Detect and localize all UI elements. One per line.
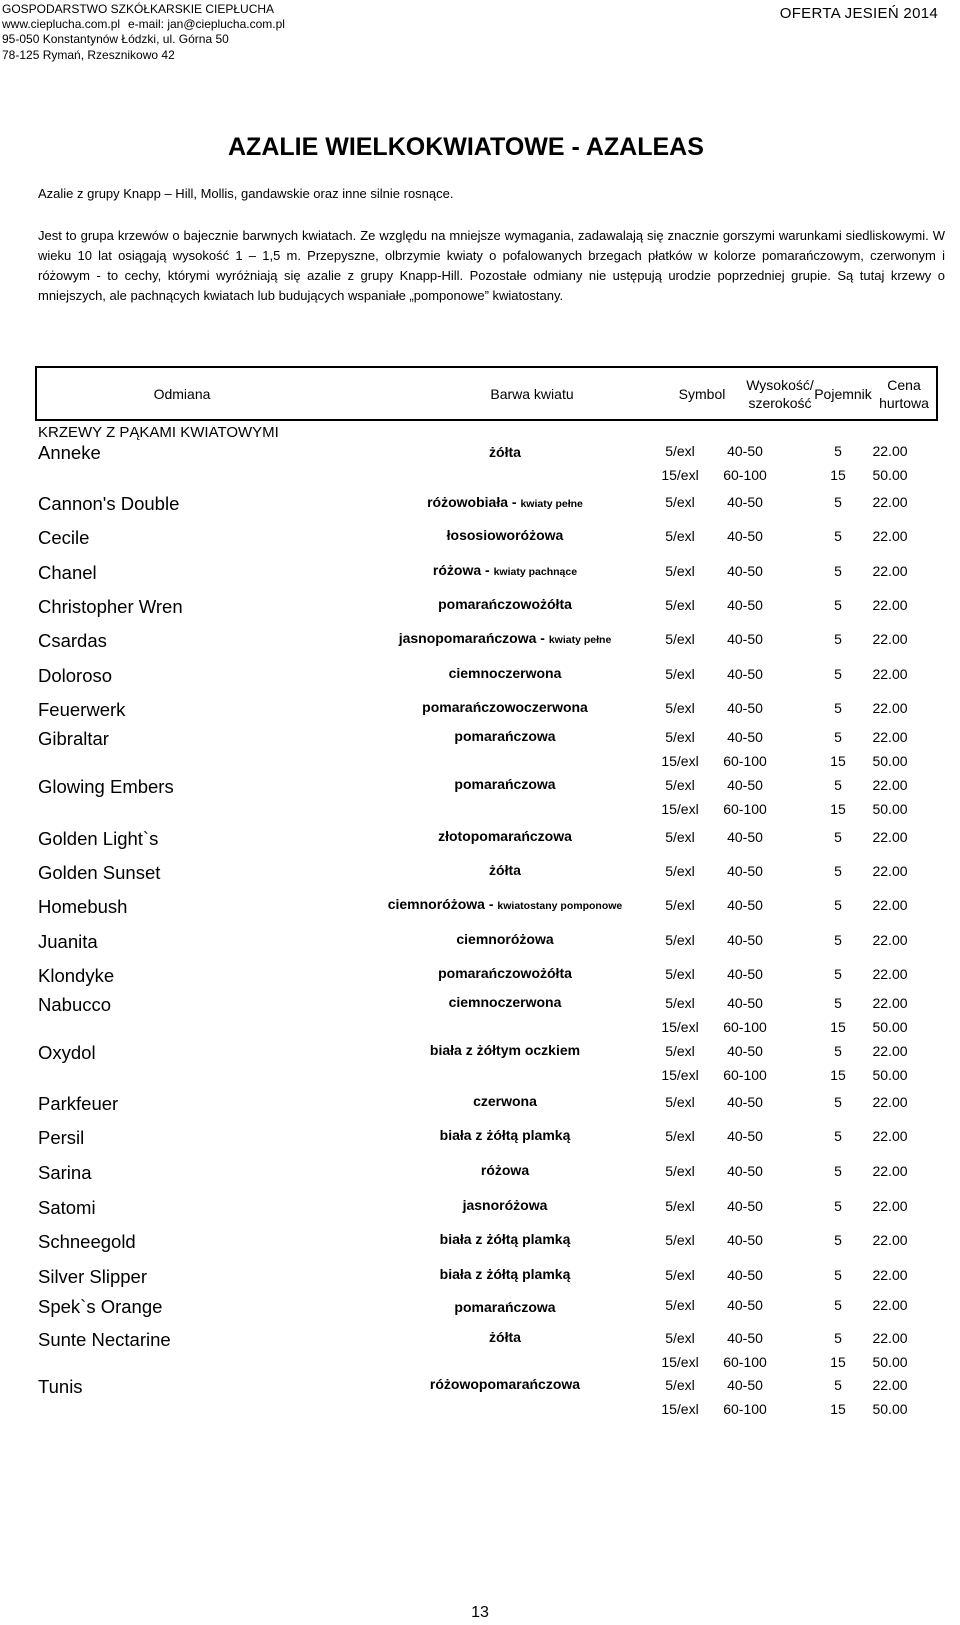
offer-height: 40-50	[727, 1163, 763, 1179]
variety-name: Golden Sunset	[38, 862, 161, 883]
offer-height: 60-100	[723, 1354, 767, 1370]
offer-symbol: 5/exl	[665, 897, 695, 913]
offer-price: 22.00	[872, 1377, 908, 1393]
offer-price: 22.00	[872, 1267, 908, 1283]
offer-price: 50.00	[872, 1019, 908, 1035]
offer-symbol: 5/exl	[665, 995, 695, 1011]
variety-name: Csardas	[38, 630, 107, 651]
flower-color: biała z żółtą plamką	[439, 1266, 571, 1282]
variety-name: Golden Light`s	[38, 828, 159, 849]
variety-name: Homebush	[38, 896, 128, 917]
offer-pot: 15	[830, 1019, 846, 1035]
offer-height: 60-100	[723, 1019, 767, 1035]
subtitle: Azalie z grupy Knapp – Hill, Mollis, gandawskie oraz inne silnie rosnące.	[38, 186, 454, 201]
offer-symbol: 5/exl	[665, 777, 695, 793]
company-name: GOSPODARSTWO SZKÓŁKARSKIE CIEPŁUCHA	[2, 2, 275, 16]
offer-price: 22.00	[872, 995, 908, 1011]
variety-name: Oxydol	[38, 1042, 96, 1063]
flower-color: żółta	[489, 1329, 521, 1345]
flower-color: ciemnoczerwona	[448, 994, 562, 1010]
offer-pot: 5	[834, 966, 842, 982]
offer-symbol: 5/exl	[665, 563, 695, 579]
offer-price: 50.00	[872, 1067, 908, 1083]
flower-color: ciemnoróżowa	[456, 931, 554, 947]
offer-price: 22.00	[872, 777, 908, 793]
offer-symbol: 5/exl	[665, 932, 695, 948]
flower-color: biała z żółtą plamką	[439, 1127, 571, 1143]
offer-price: 22.00	[872, 1198, 908, 1214]
offer-height: 40-50	[727, 932, 763, 948]
offer-symbol: 15/exl	[661, 801, 699, 817]
flower-color: pomarańczowożółta	[438, 965, 572, 981]
offer-price: 22.00	[872, 1094, 908, 1110]
flower-note: kwiaty pełne	[520, 498, 583, 510]
offer-pot: 5	[834, 1267, 842, 1283]
offer-pot: 5	[834, 932, 842, 948]
variety-name: Spek`s Orange	[38, 1296, 163, 1317]
offer-symbol: 5/exl	[665, 1094, 695, 1110]
offer-pot: 5	[834, 528, 842, 544]
offer-height: 40-50	[727, 700, 763, 716]
variety-name: Glowing Embers	[38, 776, 174, 797]
flower-color: żółta	[489, 444, 521, 460]
offer-pot: 5	[834, 631, 842, 647]
offer-pot: 5	[834, 1043, 842, 1059]
page-number: 13	[471, 1604, 489, 1621]
flower-note: kwiaty pełne	[548, 634, 612, 646]
offer-pot: 5	[834, 1232, 842, 1248]
website-link[interactable]: www.cieplucha.com.pl	[2, 17, 121, 31]
offer-height: 60-100	[723, 1401, 767, 1417]
offer-pot: 5	[834, 666, 842, 682]
flower-color: jasnopomarańczowa - kwiaty pełne	[398, 630, 612, 646]
variety-name: Cannon's Double	[38, 493, 180, 514]
offer-price: 50.00	[872, 801, 908, 817]
offer-price: 50.00	[872, 753, 908, 769]
flower-color: pomarańczowa	[454, 728, 556, 744]
flower-color: pomarańczowa	[454, 1299, 556, 1315]
offer-height: 40-50	[727, 1094, 763, 1110]
flower-color: pomarańczowożółta	[438, 596, 572, 612]
offer-symbol: 5/exl	[665, 1377, 695, 1393]
offer-pot: 5	[834, 1128, 842, 1144]
variety-name: Doloroso	[38, 665, 113, 686]
variety-name: Persil	[38, 1127, 85, 1148]
offer-pot: 15	[830, 467, 846, 483]
variety-name: Satomi	[38, 1197, 96, 1218]
offer-height: 60-100	[723, 801, 767, 817]
offer-pot: 5	[834, 1163, 842, 1179]
offer-label: OFERTA JESIEŃ 2014	[779, 5, 938, 22]
offer-height: 40-50	[727, 494, 763, 510]
offer-symbol: 5/exl	[665, 863, 695, 879]
offer-symbol: 5/exl	[665, 1232, 695, 1248]
offer-pot: 5	[834, 777, 842, 793]
offer-height: 40-50	[727, 1330, 763, 1346]
offer-pot: 5	[834, 897, 842, 913]
variety-name: Schneegold	[38, 1231, 136, 1252]
offer-pot: 5	[834, 494, 842, 510]
flower-color: ciemnoczerwona	[448, 665, 562, 681]
offer-height: 40-50	[727, 829, 763, 845]
flower-color: biała z żółtym oczkiem	[429, 1042, 581, 1058]
flower-note: kwiatostany pomponowe	[497, 900, 623, 912]
offer-price: 22.00	[872, 1232, 908, 1248]
intro-paragraph: Jest to grupa krzewów o bajecznie barwnych kwiatach. Ze względu na mniejsze wymagania, zadawalają się znacznie gorszymi warunkami siedliskowymi. W wieku 10 lat osiągają wysokość 1 – 1,5 m. Przepyszne, olbrzymie kwiaty o pofalowanych brzegach płatków w kolorze pomarańczowym, czerwonym i różowym - to cechy, którymi wyróżniają się azalie z grupy Knapp-Hill. Pozostałe odmiany nie ustępują urodzie poprzedniej grupie. Są tutaj krzewy o mniejszych, ale pachnących kwiatach lub budujących wspaniałe „pomponowe” kwiatostany.	[38, 228, 945, 303]
variety-name: Tunis	[38, 1376, 83, 1397]
offer-pot: 5	[834, 1198, 842, 1214]
variety-name: Christopher Wren	[38, 596, 183, 617]
address-line-1: 95-050 Konstantynów Łódzki, ul. Górna 50	[2, 32, 229, 46]
col-price	[869, 376, 939, 412]
offer-price: 22.00	[872, 563, 908, 579]
offer-price: 22.00	[872, 897, 908, 913]
offer-pot: 5	[834, 995, 842, 1011]
offer-price: 50.00	[872, 467, 908, 483]
offer-height: 40-50	[727, 729, 763, 745]
offer-symbol: 15/exl	[661, 1354, 699, 1370]
offer-pot: 5	[834, 1297, 842, 1313]
offer-pot: 5	[834, 1377, 842, 1393]
offer-pot: 5	[834, 729, 842, 745]
offer-symbol: 15/exl	[661, 1067, 699, 1083]
variety-name: Gibraltar	[38, 728, 109, 749]
offer-pot: 15	[830, 1067, 846, 1083]
offer-pot: 5	[834, 563, 842, 579]
flower-color: złotopomarańczowa	[438, 828, 572, 844]
offer-height: 40-50	[727, 443, 763, 459]
email-link[interactable]: e-mail: jan@cieplucha.com.pl	[128, 17, 285, 31]
col-height-line2: szerokość	[748, 394, 812, 411]
offer-price: 22.00	[872, 1163, 908, 1179]
offer-pot: 15	[830, 753, 846, 769]
offer-symbol: 5/exl	[665, 1297, 695, 1313]
col-price-line2: hurtowa	[879, 394, 929, 411]
offer-price: 22.00	[872, 729, 908, 745]
col-height-line1: Wysokość/	[746, 376, 814, 393]
offer-pot: 5	[834, 1330, 842, 1346]
offer-pot: 5	[834, 863, 842, 879]
flower-color: różowa - kwiaty pachnące	[432, 562, 578, 578]
offer-pot: 5	[834, 1094, 842, 1110]
variety-name: Chanel	[38, 562, 97, 583]
offer-height: 40-50	[727, 563, 763, 579]
flower-color: różowobiała - kwiaty pełne	[427, 494, 583, 510]
variety-name: Anneke	[38, 442, 101, 463]
offer-price: 50.00	[872, 1401, 908, 1417]
offer-symbol: 5/exl	[665, 1043, 695, 1059]
offer-price: 22.00	[872, 443, 908, 459]
offer-price: 22.00	[872, 1330, 908, 1346]
offer-height: 40-50	[727, 597, 763, 613]
offer-price: 22.00	[872, 1128, 908, 1144]
offer-height: 40-50	[727, 1198, 763, 1214]
offer-symbol: 5/exl	[665, 966, 695, 982]
offer-height: 40-50	[727, 528, 763, 544]
offer-symbol: 15/exl	[661, 1019, 699, 1035]
offer-symbol: 5/exl	[665, 729, 695, 745]
offer-pot: 5	[834, 443, 842, 459]
flower-color: ciemnoróżowa - kwiatostany pomponowe	[387, 896, 623, 912]
offer-height: 40-50	[727, 631, 763, 647]
offer-symbol: 15/exl	[661, 1401, 699, 1417]
col-variety: Odmiana	[153, 385, 211, 402]
flower-color: czerwona	[473, 1093, 537, 1109]
offer-price: 22.00	[872, 700, 908, 716]
col-price-line1: Cena	[887, 376, 921, 393]
offer-symbol: 5/exl	[665, 494, 695, 510]
offer-height: 40-50	[727, 1043, 763, 1059]
offer-price: 22.00	[872, 494, 908, 510]
col-pot: Pojemnik	[814, 385, 872, 402]
offer-height: 40-50	[727, 966, 763, 982]
col-color: Barwa kwiatu	[490, 385, 574, 402]
section-heading: KRZEWY Z PĄKAMI KWIATOWYMI	[38, 424, 279, 441]
offer-height: 60-100	[723, 467, 767, 483]
offer-pot: 15	[830, 1354, 846, 1370]
flower-color: różowopomarańczowa	[429, 1376, 581, 1392]
offer-pot: 5	[834, 700, 842, 716]
flower-color: łososioworóżowa	[446, 527, 564, 543]
offer-symbol: 5/exl	[665, 1163, 695, 1179]
flower-color: jasnoróżowa	[462, 1197, 548, 1213]
offer-symbol: 5/exl	[665, 666, 695, 682]
offer-height: 40-50	[727, 1297, 763, 1313]
offer-height: 60-100	[723, 1067, 767, 1083]
page-title: AZALIE WIELKOKWIATOWE - AZALEAS	[228, 133, 704, 161]
offer-price: 22.00	[872, 932, 908, 948]
flower-color: żółta	[489, 862, 521, 878]
offer-price: 22.00	[872, 829, 908, 845]
offer-height: 40-50	[727, 1377, 763, 1393]
address-line-2: 78-125 Rymań, Rzesznikowo 42	[2, 48, 175, 62]
offer-symbol: 5/exl	[665, 597, 695, 613]
offer-symbol: 5/exl	[665, 528, 695, 544]
offer-height: 60-100	[723, 753, 767, 769]
offer-symbol: 5/exl	[665, 1128, 695, 1144]
variety-name: Klondyke	[38, 965, 115, 986]
offer-symbol: 5/exl	[665, 1198, 695, 1214]
variety-name: Silver Slipper	[38, 1266, 147, 1287]
offer-price: 22.00	[872, 966, 908, 982]
offer-symbol: 5/exl	[665, 1330, 695, 1346]
flower-color: biała z żółtą plamką	[439, 1231, 571, 1247]
variety-name: Sunte Nectarine	[38, 1329, 171, 1350]
offer-price: 22.00	[872, 863, 908, 879]
flower-note: kwiaty pachnące	[493, 566, 578, 578]
offer-symbol: 5/exl	[665, 631, 695, 647]
offer-pot: 5	[834, 597, 842, 613]
flower-color: pomarańczowoczerwona	[422, 699, 588, 715]
offer-price: 22.00	[872, 1043, 908, 1059]
offer-price: 22.00	[872, 1297, 908, 1313]
offer-symbol: 5/exl	[665, 1267, 695, 1283]
offer-height: 40-50	[727, 777, 763, 793]
col-symbol: Symbol	[678, 385, 726, 402]
variety-name: Cecile	[38, 527, 90, 548]
flower-color: różowa	[480, 1162, 530, 1178]
offer-symbol: 5/exl	[665, 700, 695, 716]
offer-height: 40-50	[727, 897, 763, 913]
offer-pot: 15	[830, 801, 846, 817]
offer-price: 50.00	[872, 1354, 908, 1370]
offer-pot: 5	[834, 829, 842, 845]
offer-price: 22.00	[872, 631, 908, 647]
offer-symbol: 5/exl	[665, 443, 695, 459]
offer-height: 40-50	[727, 995, 763, 1011]
variety-name: Nabucco	[38, 994, 112, 1015]
offer-height: 40-50	[727, 1128, 763, 1144]
variety-name: Sarina	[38, 1162, 92, 1183]
offer-symbol: 5/exl	[665, 829, 695, 845]
offer-pot: 15	[830, 1401, 846, 1417]
offer-price: 22.00	[872, 666, 908, 682]
offer-symbol: 15/exl	[661, 467, 699, 483]
offer-price: 22.00	[872, 528, 908, 544]
variety-name: Parkfeuer	[38, 1093, 119, 1114]
offer-height: 40-50	[727, 1232, 763, 1248]
flower-color: pomarańczowa	[454, 776, 556, 792]
offer-height: 40-50	[727, 1267, 763, 1283]
offer-symbol: 15/exl	[661, 753, 699, 769]
offer-height: 40-50	[727, 863, 763, 879]
offer-price: 22.00	[872, 597, 908, 613]
table-header	[35, 366, 938, 421]
variety-name: Juanita	[38, 931, 98, 952]
offer-height: 40-50	[727, 666, 763, 682]
variety-name: Feuerwerk	[38, 699, 126, 720]
